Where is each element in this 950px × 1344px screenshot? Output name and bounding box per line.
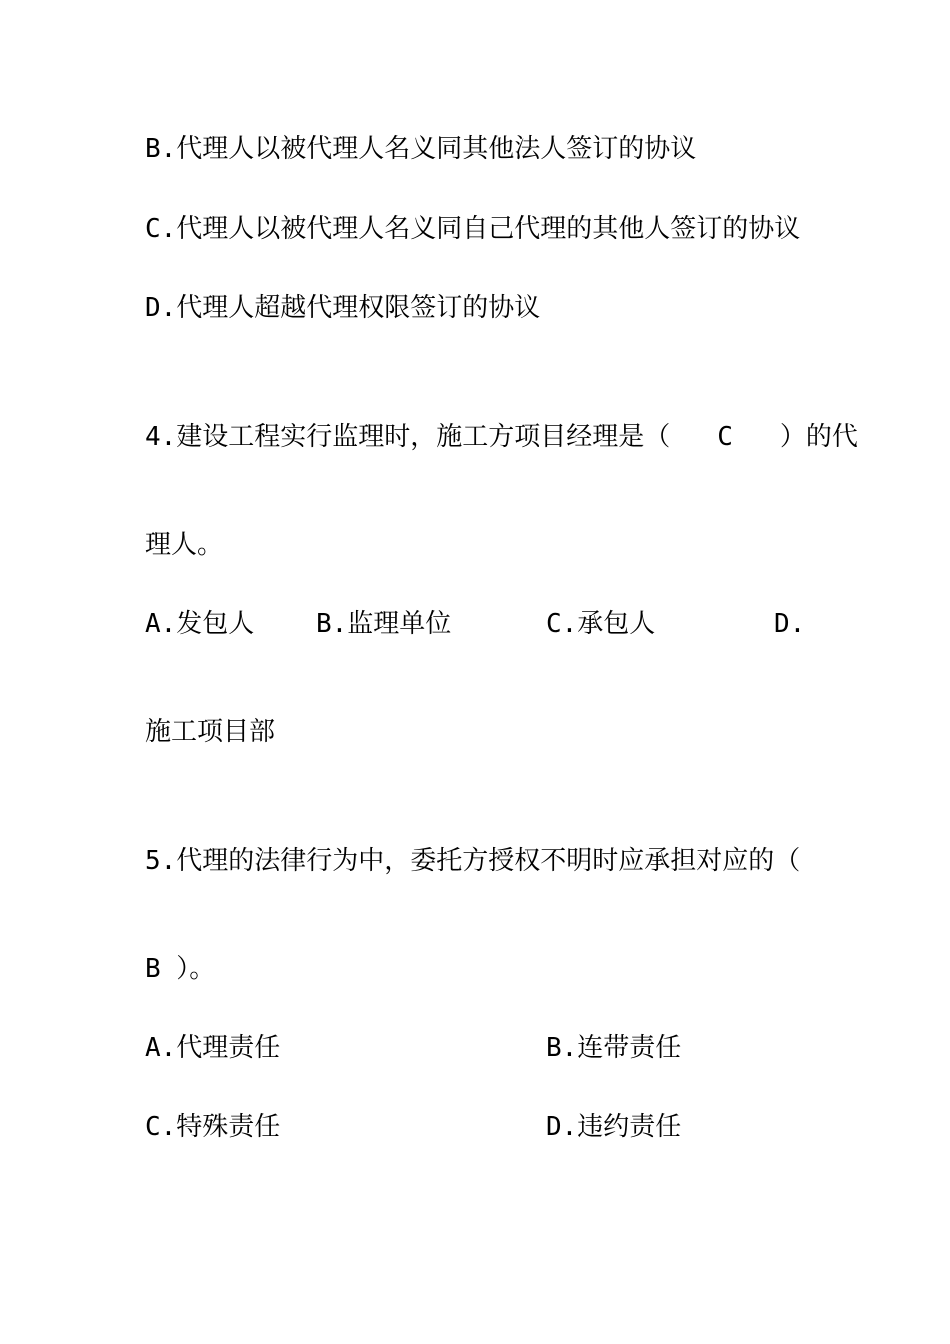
- q5-stem-line-2: B ）。: [145, 954, 216, 984]
- q4-option-d-text: 施工项目部: [145, 717, 276, 747]
- q5-option-c: C.特殊责任: [145, 1112, 281, 1142]
- q4-stem-line-2: 理人。: [145, 530, 224, 560]
- q3-option-d: D.代理人超越代理权限签订的协议: [145, 293, 541, 323]
- q5-option-b: B.连带责任: [546, 1033, 682, 1063]
- q4-option-a: A.发包人: [145, 609, 255, 639]
- q3-option-c: C.代理人以被代理人名义同自己代理的其他人签订的协议: [145, 214, 801, 244]
- q3-option-b: B.代理人以被代理人名义同其他法人签订的协议: [145, 134, 697, 164]
- q5-stem-line-1: 5.代理的法律行为中，委托方授权不明时应承担对应的（: [145, 846, 801, 876]
- q4-option-d-label: D.: [774, 609, 806, 639]
- q4-option-b: B.监理单位: [316, 609, 452, 639]
- q4-stem-line-1: 4.建设工程实行监理时，施工方项目经理是（ C ）的代: [145, 422, 858, 452]
- q5-option-d: D.违约责任: [546, 1112, 682, 1142]
- q5-option-a: A.代理责任: [145, 1033, 281, 1063]
- q4-option-c: C.承包人: [546, 609, 656, 639]
